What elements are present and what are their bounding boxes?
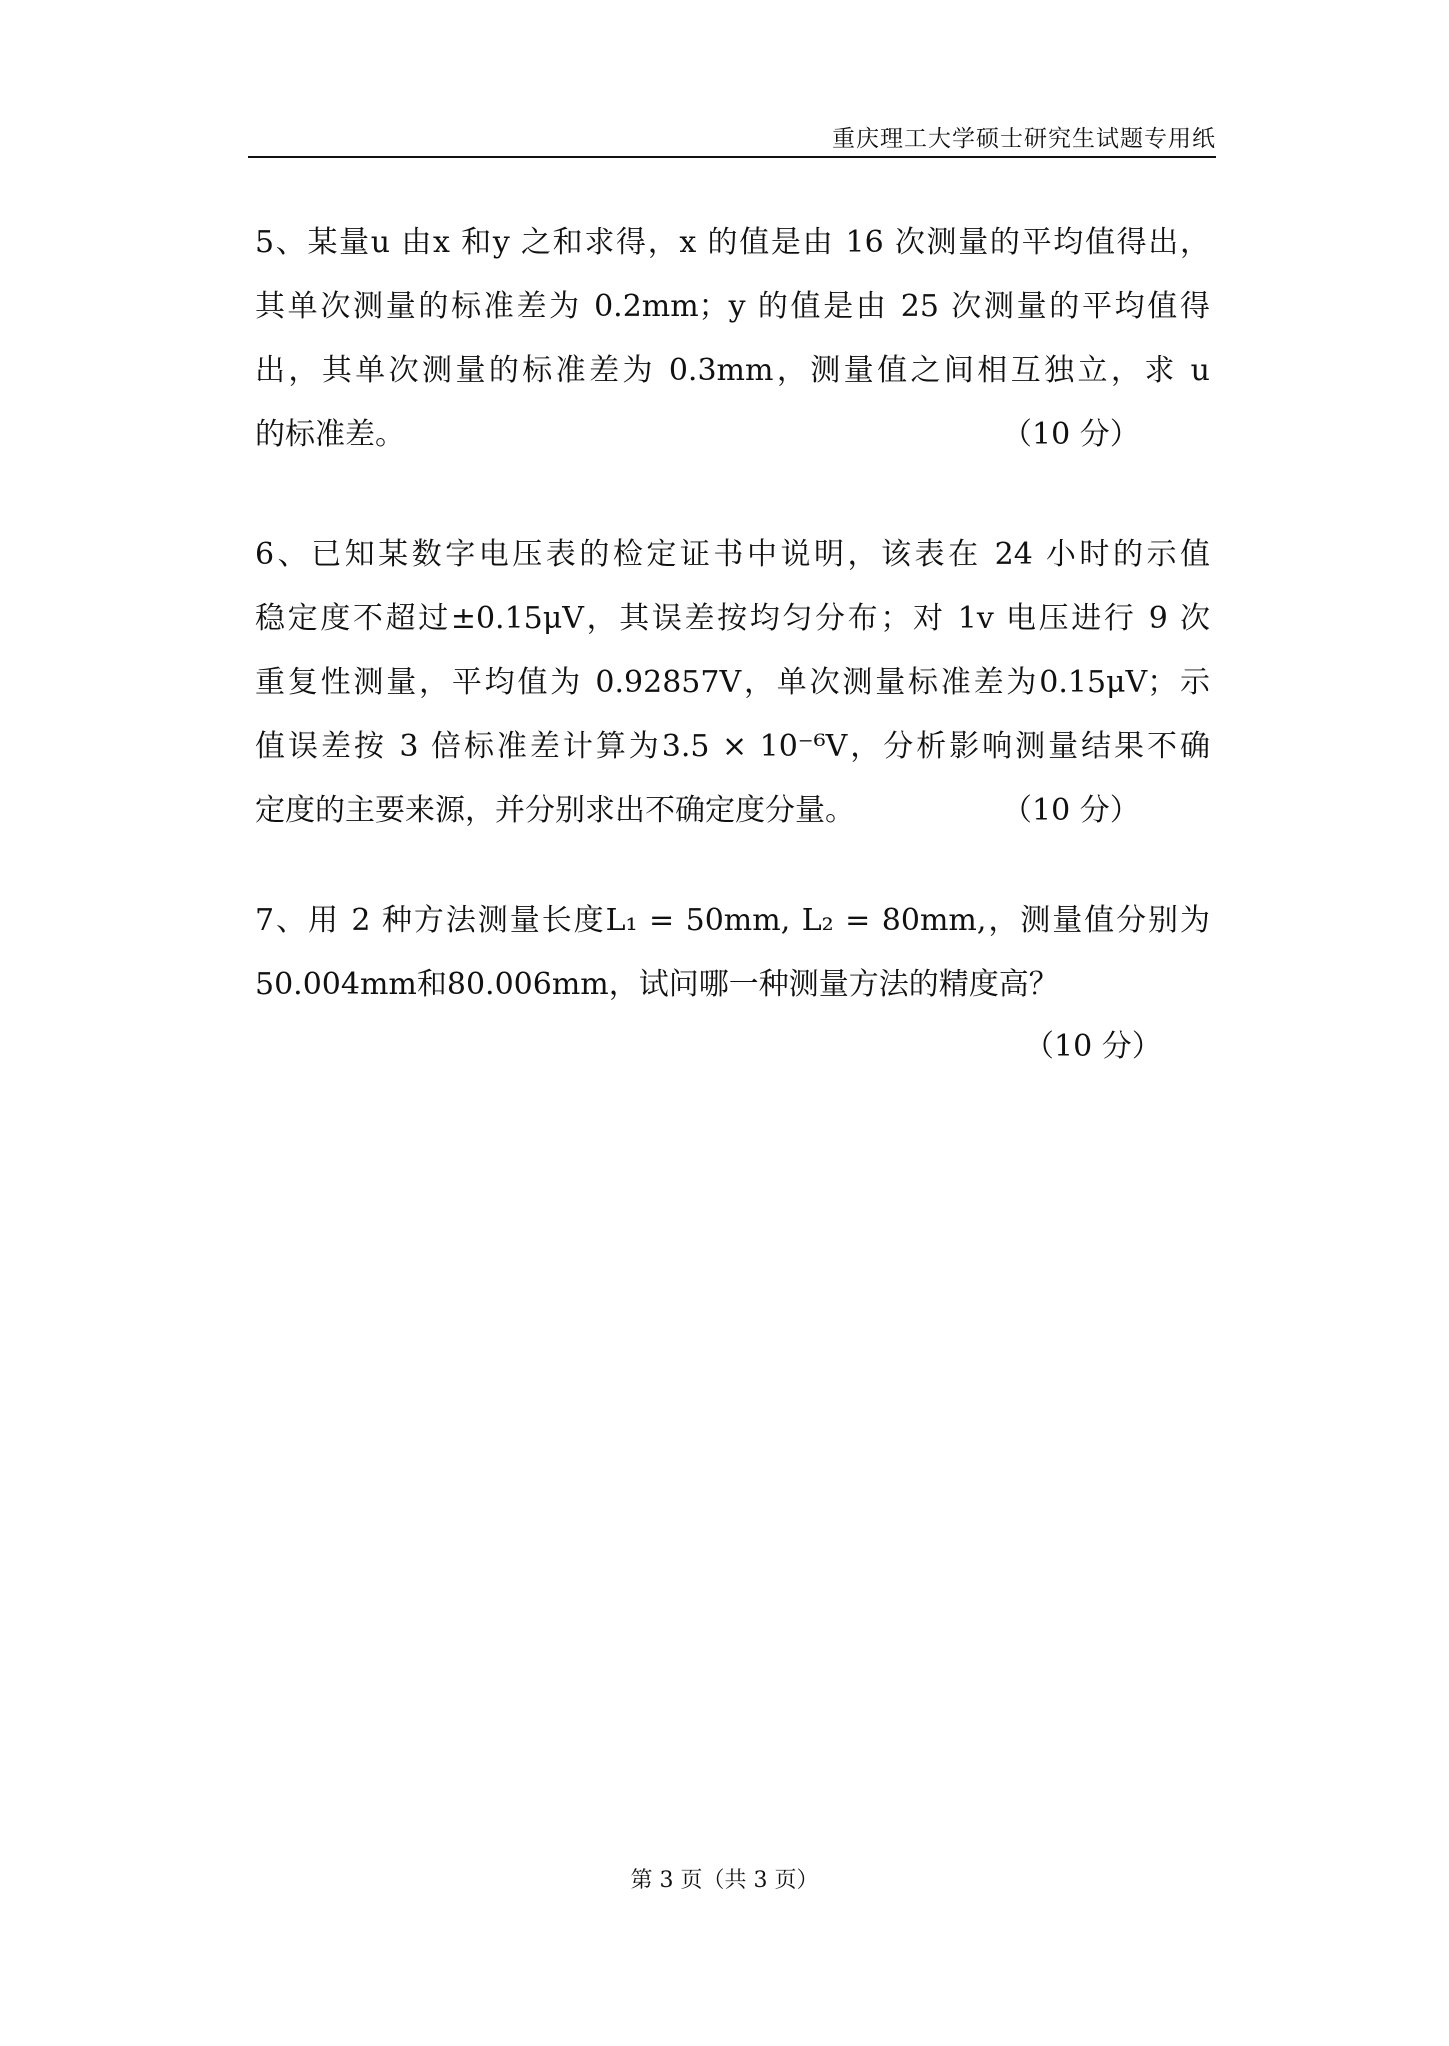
- question-5-line-1: 5、某量u 由x 和y 之和求得，x 的值是由 16 次测量的平均值得出，: [255, 225, 1210, 260]
- question-6-line-3: 重复性测量，平均值为 0.92857V，单次测量标准差为0.15μV；示: [255, 665, 1210, 700]
- question-5-score: （10 分）: [1002, 417, 1140, 452]
- header-title: 重庆理工大学硕士研究生试题专用纸: [832, 126, 1216, 152]
- question-7-line-2: 50.004mm和80.006mm，试问哪一种测量方法的精度高？: [255, 967, 1059, 1002]
- header-divider: [248, 156, 1216, 158]
- question-5-line-4: 的标准差。: [255, 417, 405, 452]
- question-5-line-2: 其单次测量的标准差为 0.2mm；y 的值是由 25 次测量的平均值得: [255, 289, 1210, 324]
- question-7: [255, 889, 1210, 1017]
- question-5-line-3: 出，其单次测量的标准差为 0.3mm，测量值之间相互独立，求 u: [255, 353, 1210, 388]
- question-6-score: （10 分）: [1002, 793, 1140, 828]
- question-6-line-5: 定度的主要来源，并分别求出不确定度分量。: [255, 793, 855, 828]
- page-header: [248, 120, 1216, 158]
- question-6-line-4: 值误差按 3 倍标准差计算为3.5 × 10⁻⁶V，分析影响测量结果不确: [255, 729, 1210, 764]
- question-7-score: （10 分）: [1024, 1029, 1162, 1064]
- question-6-line-1: 6、已知某数字电压表的检定证书中说明，该表在 24 小时的示值: [255, 537, 1210, 572]
- question-7-line-1: 7、用 2 种方法测量长度L₁ = 50mm, L₂ = 80mm,，测量值分别为: [255, 903, 1210, 938]
- question-6-line-2: 稳定度不超过±0.15μV，其误差按均匀分布；对 1v 电压进行 9 次: [255, 601, 1210, 636]
- page-number: 第 3 页（共 3 页）: [630, 1868, 819, 1893]
